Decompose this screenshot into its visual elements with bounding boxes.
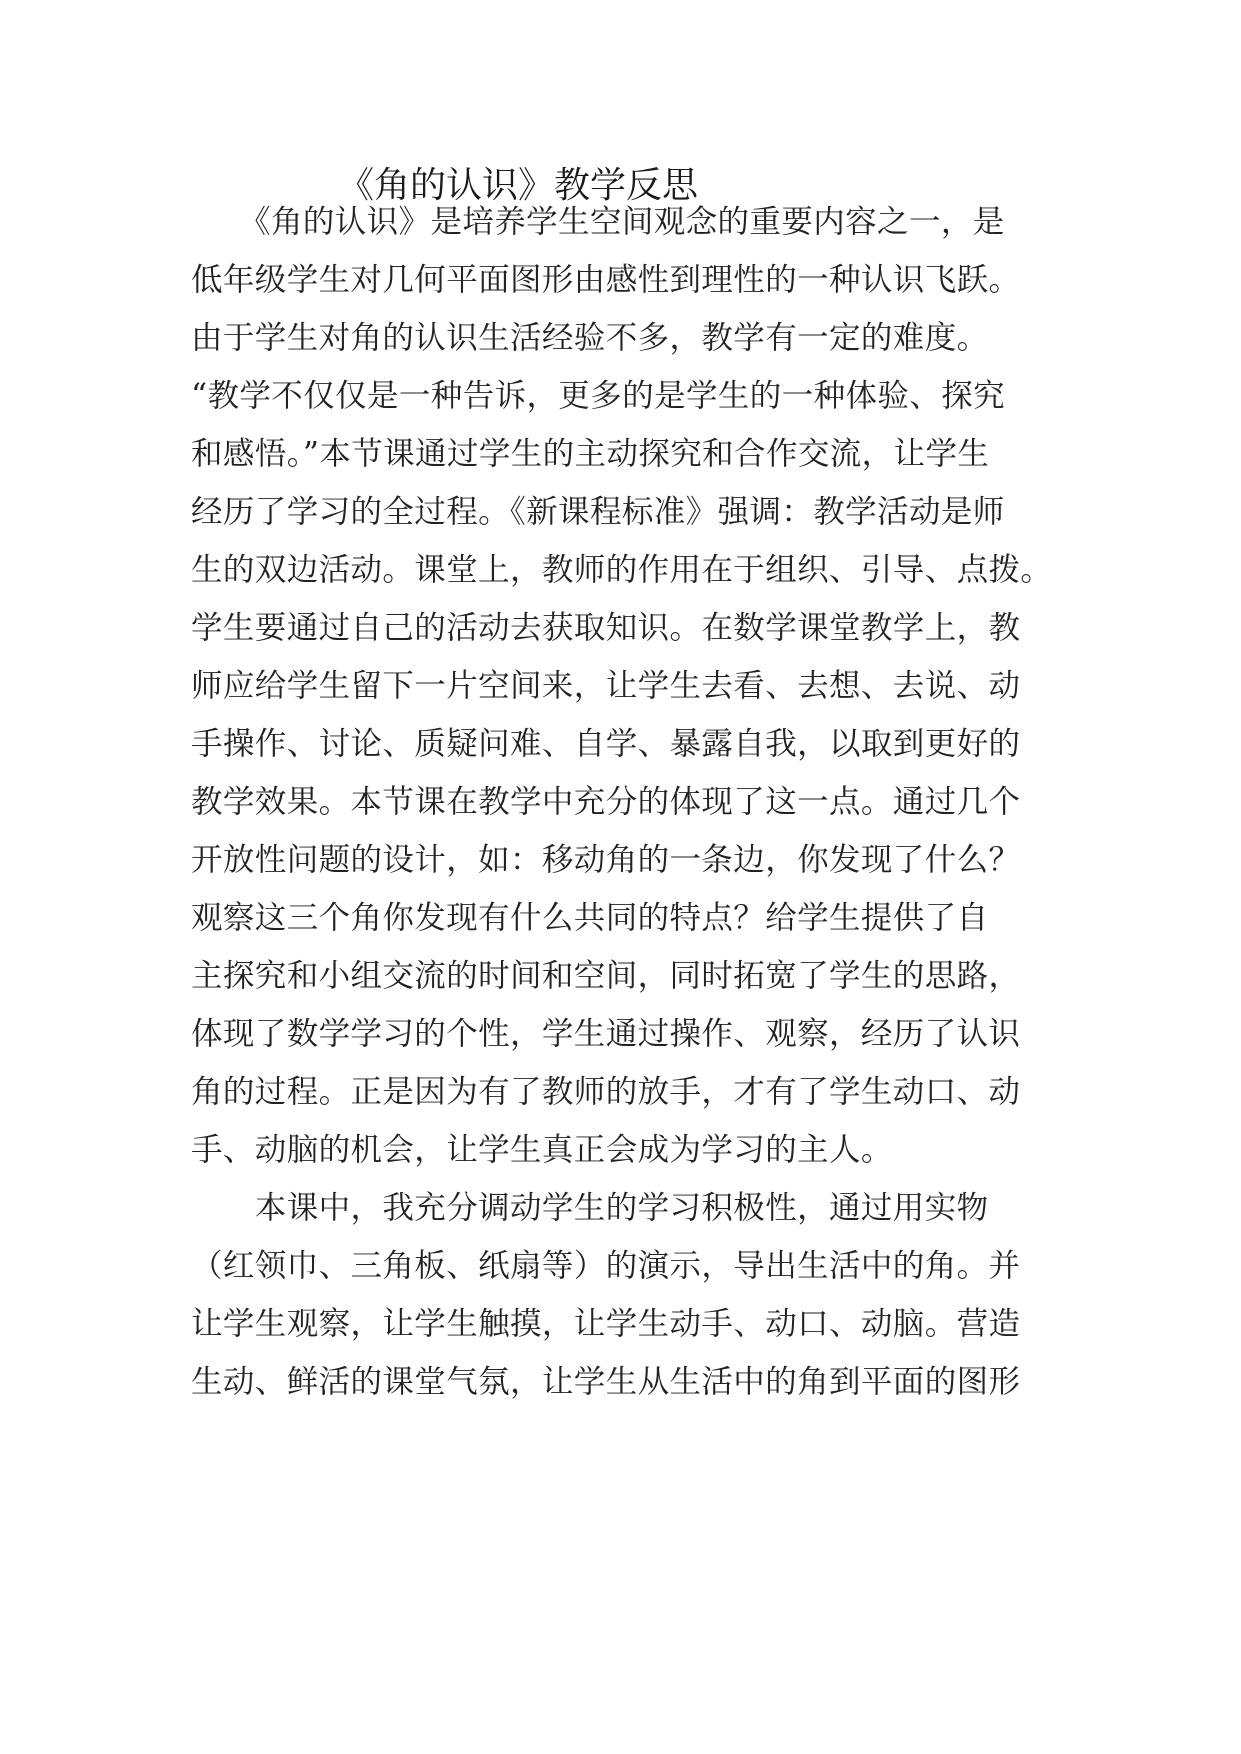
paragraph-line: 手、动脑的机会，让学生真正会成为学习的主人。 <box>191 1132 893 1168</box>
paragraph-line: 体现了数学学习的个性，学生通过操作、观察，经历了认识 <box>191 1016 1021 1052</box>
paragraph-line: 主探究和小组交流的时间和空间，同时拓宽了学生的思路， <box>191 958 1021 994</box>
paragraph-line: 开放性问题的设计，如：移动角的一条边，你发现了什么？ <box>191 842 1021 878</box>
paragraph-line: （红领巾、三角板、纸扇等）的演示，导出生活中的角。并 <box>191 1248 1021 1284</box>
paragraph-line: 低年级学生对几何平面图形由感性到理性的一种认识飞跃。 <box>191 262 1021 298</box>
paragraph-line: “教学不仅仅是一种告诉，更多的是学生的一种体验、探究 <box>191 378 1006 414</box>
paragraph-line: 和感悟。”本节课通过学生的主动探究和合作交流，让学生 <box>191 436 990 472</box>
document-title: 《角的认识》教学反思 <box>338 165 699 206</box>
paragraph-line: 让学生观察，让学生触摸，让学生动手、动口、动脑。营造 <box>191 1306 1021 1342</box>
paragraph-line: 生的双边活动。课堂上，教师的作用在于组织、引导、点拨。 <box>191 552 1053 588</box>
paragraph-line: 角的过程。正是因为有了教师的放手，才有了学生动口、动 <box>191 1074 1021 1110</box>
paragraph-line: 本课中，我充分调动学生的学习积极性，通过用实物 <box>191 1190 989 1226</box>
paragraph-line: 手操作、讨论、质疑问难、自学、暴露自我，以取到更好的 <box>191 726 1021 762</box>
paragraph-line: 《角的认识》是培养学生空间观念的重要内容之一，是 <box>191 204 1005 240</box>
paragraph-line: 学生要通过自己的活动去获取知识。在数学课堂教学上，教 <box>191 610 1021 646</box>
paragraph-line: 教学效果。本节课在教学中充分的体现了这一点。通过几个 <box>191 784 1021 820</box>
paragraph-line: 由于学生对角的认识生活经验不多，教学有一定的难度。 <box>191 320 989 356</box>
paragraph-line: 生动、鲜活的课堂气氛，让学生从生活中的角到平面的图形 <box>191 1364 1021 1400</box>
paragraph-line: 经历了学习的全过程。《新课程标准》强调：教学活动是师 <box>191 494 1005 530</box>
paragraph-line: 观察这三个角你发现有什么共同的特点？给学生提供了自 <box>191 900 989 936</box>
paragraph-line: 师应给学生留下一片空间来，让学生去看、去想、去说、动 <box>191 668 1021 704</box>
